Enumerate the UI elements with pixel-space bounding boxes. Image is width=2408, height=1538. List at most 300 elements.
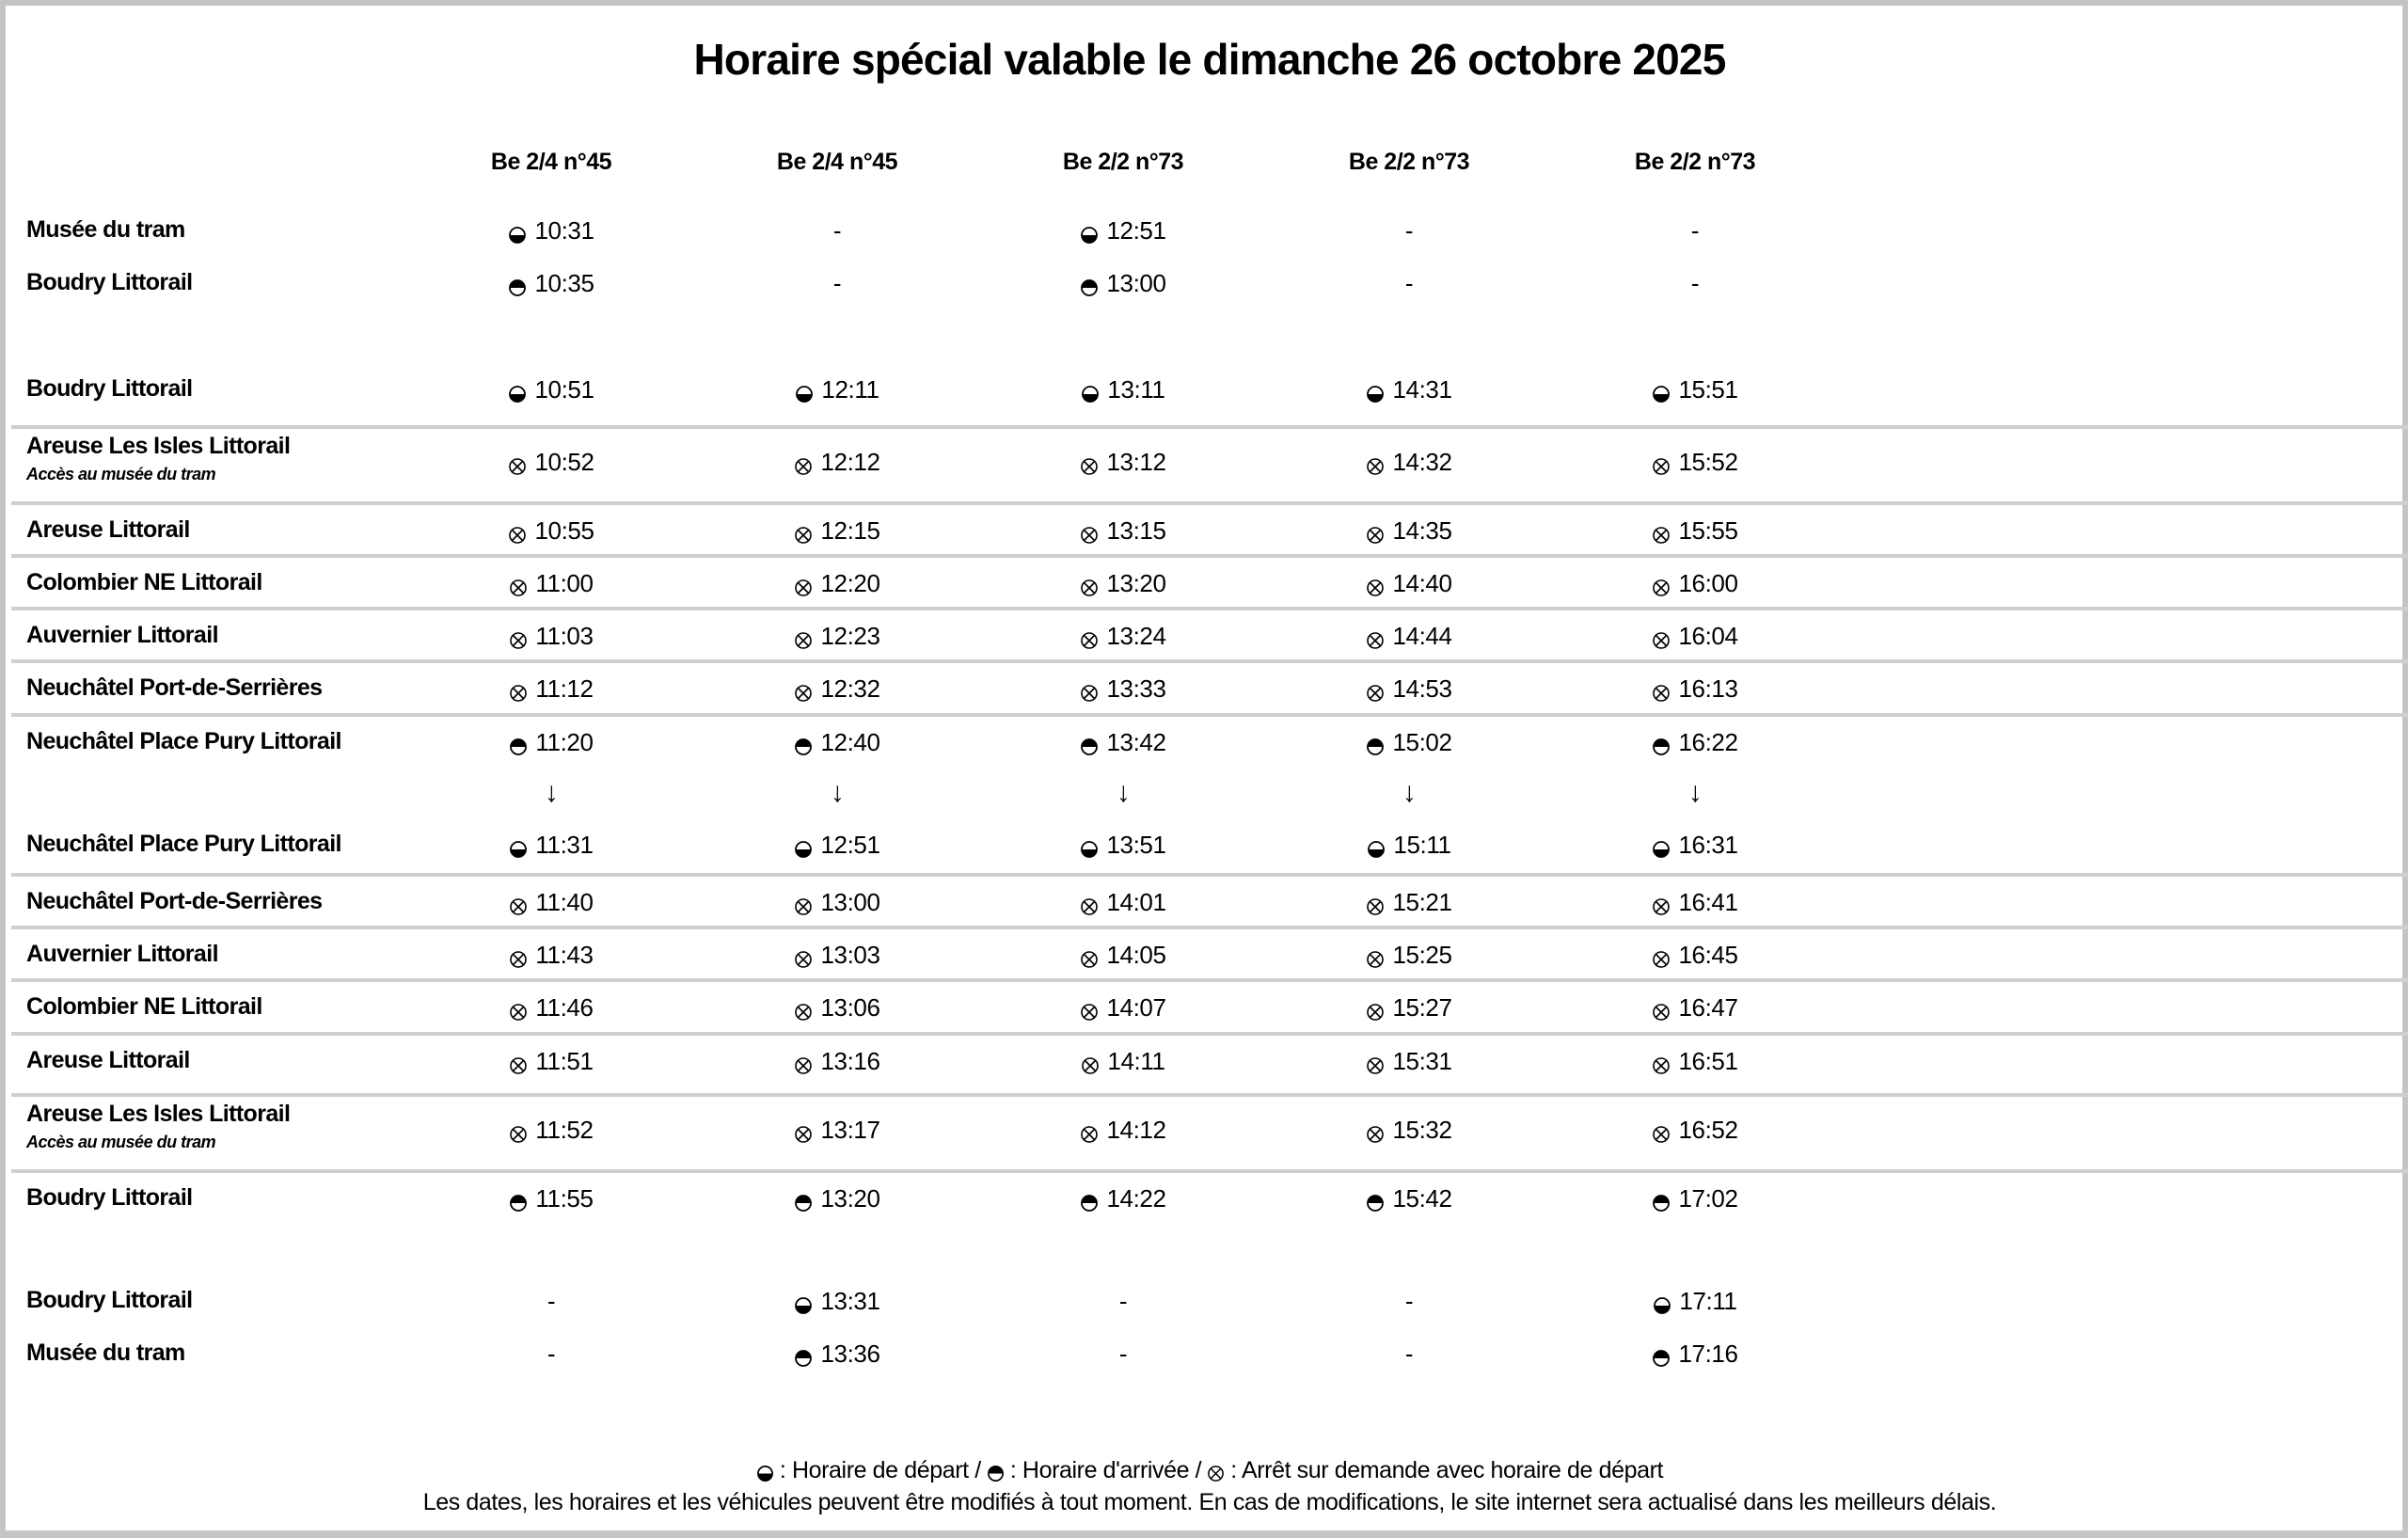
request-stop-icon (1366, 1053, 1385, 1071)
time-cell (1573, 375, 1817, 404)
time-cell (1287, 269, 1531, 298)
time-cell (1001, 1184, 1245, 1213)
request-stop-icon (1080, 894, 1099, 912)
time-value: 10:55 (534, 516, 594, 545)
stop-name: Boudry Littorail (26, 375, 193, 402)
time-cell (715, 674, 959, 704)
time-cell (715, 1287, 959, 1316)
arrival-icon (1080, 1190, 1099, 1209)
table-row (11, 1276, 2408, 1328)
time-cell (1573, 1184, 1817, 1213)
time-cell (1573, 831, 1817, 860)
time-value: - (1404, 216, 1414, 245)
arrow-down-icon: ↓ (1687, 777, 1703, 808)
table-row (11, 501, 2408, 558)
stop-name: Boudry Littorail (26, 1184, 193, 1211)
time-cell (715, 448, 959, 477)
time-value: 17:16 (1678, 1340, 1738, 1368)
time-value: 16:31 (1678, 831, 1738, 859)
request-stop-icon (794, 1121, 813, 1140)
continue-arrow (1573, 777, 1817, 809)
table-row (11, 258, 2408, 310)
time-value: 14:44 (1392, 622, 1452, 650)
stop-name: Boudry Littorail (26, 269, 193, 295)
time-value: 14:11 (1107, 1047, 1165, 1075)
time-cell (1001, 448, 1245, 477)
table-row (11, 607, 2408, 663)
arrival-icon (1080, 734, 1099, 753)
departure-icon (1080, 836, 1099, 855)
time-value: 13:20 (820, 1184, 880, 1213)
time-cell (1001, 622, 1245, 651)
request-stop-icon (794, 627, 813, 646)
time-cell (1001, 941, 1245, 970)
time-cell (429, 831, 673, 860)
departure-icon (509, 836, 528, 855)
time-cell (1287, 1116, 1531, 1145)
arrival-icon (1366, 1190, 1385, 1209)
request-stop-icon (1366, 680, 1385, 699)
request-stop-icon (509, 1053, 528, 1071)
time-value: 10:51 (534, 375, 594, 404)
time-value: 15:11 (1393, 831, 1451, 859)
time-value: 11:46 (535, 993, 594, 1022)
request-stop-icon (1080, 1121, 1099, 1140)
time-cell (429, 1116, 673, 1145)
time-value: 15:02 (1392, 728, 1452, 756)
departure-icon (1652, 836, 1671, 855)
arrow-down-icon: ↓ (830, 777, 845, 808)
request-stop-icon (1652, 999, 1671, 1018)
arrival-icon (509, 734, 528, 753)
time-value: 13:20 (1106, 569, 1166, 597)
table-row (11, 1328, 2408, 1381)
request-stop-icon (1652, 1121, 1671, 1140)
request-stop-icon (509, 999, 528, 1018)
time-cell (1573, 993, 1817, 1023)
time-cell (1287, 622, 1531, 651)
departure-icon (1367, 836, 1386, 855)
time-value: 14:40 (1392, 569, 1452, 597)
arrival-icon (987, 1462, 1005, 1480)
time-value: - (1118, 1340, 1128, 1368)
time-value: 11:20 (535, 728, 594, 756)
stop-name: Neuchâtel Place Pury Littorail (26, 728, 341, 754)
time-cell (715, 1340, 959, 1369)
request-stop-icon (1366, 894, 1385, 912)
time-cell (1287, 216, 1531, 246)
departure-icon (756, 1462, 774, 1480)
time-cell (715, 888, 959, 917)
time-value: 13:16 (820, 1047, 880, 1075)
legend-departure-label: : Horaire de départ / (779, 1457, 981, 1483)
time-cell (1001, 1047, 1245, 1076)
time-value: 14:05 (1106, 941, 1166, 969)
request-stop-icon (1080, 453, 1099, 472)
table-row (11, 926, 2408, 982)
arrival-icon (1080, 275, 1099, 293)
time-value: 13:17 (820, 1116, 880, 1144)
time-value: 15:31 (1392, 1047, 1452, 1075)
time-value: 16:41 (1678, 888, 1738, 916)
time-value: 11:51 (535, 1047, 594, 1075)
departure-icon (1653, 1292, 1671, 1311)
request-stop-icon (509, 894, 528, 912)
time-value: 15:51 (1678, 375, 1738, 404)
time-cell (429, 516, 673, 546)
time-value: 13:15 (1106, 516, 1166, 545)
time-value: 15:52 (1678, 448, 1738, 476)
request-stop-icon (1366, 999, 1385, 1018)
request-stop-icon (1080, 680, 1099, 699)
time-value: 17:11 (1679, 1287, 1737, 1315)
time-cell (715, 1116, 959, 1145)
time-cell (1573, 448, 1817, 477)
time-value: 14:07 (1106, 993, 1166, 1022)
time-cell (715, 269, 959, 298)
table-row (11, 1032, 2408, 1088)
disclaimer-text: Les dates, les horaires et les véhicules peuvent être modifiés à tout moment. En cas de modifications, le site internet sera actualisé dans les meilleurs délais. (422, 1489, 1997, 1515)
time-cell (1287, 1184, 1531, 1213)
time-cell (1001, 674, 1245, 704)
request-stop-icon (508, 453, 527, 472)
time-cell (429, 941, 673, 970)
arrival-icon (794, 734, 813, 753)
time-value: 11:12 (535, 674, 594, 703)
time-cell (715, 1047, 959, 1076)
time-cell (715, 941, 959, 970)
table-row (11, 554, 2408, 610)
departure-icon (508, 381, 527, 400)
departure-icon (794, 836, 813, 855)
time-value: - (1404, 1340, 1414, 1368)
departure-icon (1080, 222, 1099, 241)
time-cell (1001, 1340, 1245, 1369)
request-stop-icon (1080, 627, 1099, 646)
time-cell (1573, 216, 1817, 246)
time-value: 11:40 (535, 888, 594, 916)
time-value: 13:31 (820, 1287, 880, 1315)
time-value: 16:13 (1678, 674, 1738, 703)
time-cell (1001, 1116, 1245, 1145)
time-cell (1573, 269, 1817, 298)
time-value: 13:12 (1106, 448, 1166, 476)
time-cell (1573, 622, 1817, 651)
request-stop-icon (1652, 946, 1671, 965)
stop-name: Musée du tram (26, 1340, 185, 1366)
stop-name: Neuchâtel Port-de-Serrières (26, 674, 323, 701)
arrival-icon (1652, 1190, 1671, 1209)
time-cell (429, 1184, 673, 1213)
time-value: 15:21 (1392, 888, 1452, 916)
time-cell (429, 622, 673, 651)
departure-icon (1652, 381, 1671, 400)
stop-name: Areuse Littorail (26, 1047, 190, 1073)
time-value: 15:27 (1392, 993, 1452, 1022)
departure-icon (508, 222, 527, 241)
stop-note: Accès au musée du tram (26, 1133, 216, 1151)
arrow-down-icon: ↓ (1116, 777, 1131, 808)
time-value: 16:22 (1678, 728, 1738, 756)
request-stop-icon (509, 946, 528, 965)
stop-name: Colombier NE Littorail (26, 993, 262, 1020)
stop-name: Areuse Les Isles Littorail (26, 433, 291, 459)
time-cell (429, 674, 673, 704)
time-value: 14:53 (1392, 674, 1452, 703)
time-cell (1001, 831, 1245, 860)
time-cell (1287, 993, 1531, 1023)
departure-icon (1081, 381, 1100, 400)
time-value: 12:51 (1106, 216, 1166, 245)
time-value: 14:31 (1392, 375, 1452, 404)
request-stop-icon (1652, 680, 1671, 699)
time-value: 11:55 (535, 1184, 594, 1213)
time-value: - (1690, 216, 1700, 245)
time-cell (1001, 516, 1245, 546)
request-stop-icon (794, 1053, 813, 1071)
time-cell (1573, 941, 1817, 970)
time-value: - (1118, 1287, 1128, 1315)
time-value: 13:24 (1106, 622, 1166, 650)
time-value: 15:25 (1392, 941, 1452, 969)
time-value: 12:15 (820, 516, 880, 545)
table-row (11, 364, 2408, 417)
time-value: 11:43 (535, 941, 594, 969)
time-value: 13:00 (820, 888, 880, 916)
arrival-icon (508, 275, 527, 293)
continue-arrow (429, 777, 673, 809)
table-row (11, 1093, 2408, 1165)
time-value: 13:33 (1106, 674, 1166, 703)
time-cell (429, 269, 673, 298)
request-stop-icon (1080, 946, 1099, 965)
time-cell (1001, 1287, 1245, 1316)
stop-name: Colombier NE Littorail (26, 569, 262, 595)
time-cell (1573, 1287, 1817, 1316)
time-cell (429, 569, 673, 598)
time-cell (1573, 1047, 1817, 1076)
arrow-down-icon: ↓ (544, 777, 559, 808)
request-stop-icon (794, 999, 813, 1018)
request-stop-icon (1652, 894, 1671, 912)
time-cell (1287, 674, 1531, 704)
time-cell (1287, 1047, 1531, 1076)
time-cell (715, 216, 959, 246)
arrow-down-icon: ↓ (1402, 777, 1417, 808)
continue-arrow (715, 777, 959, 809)
legend-request-label: : Arrêt sur demande avec horaire de départ (1230, 1457, 1664, 1483)
time-cell (715, 993, 959, 1023)
time-value: 13:03 (820, 941, 880, 969)
time-cell (1573, 674, 1817, 704)
time-cell (1573, 888, 1817, 917)
time-value: 15:32 (1392, 1116, 1452, 1144)
request-stop-icon (794, 680, 813, 699)
time-value: 12:12 (820, 448, 880, 476)
stop-name: Musée du tram (26, 216, 185, 243)
legend (6, 1457, 2408, 1484)
table-row (11, 659, 2408, 716)
time-cell (715, 622, 959, 651)
request-stop-icon (1366, 453, 1385, 472)
departure-icon (794, 1292, 813, 1311)
time-value: - (832, 216, 842, 245)
stop-name: Areuse Littorail (26, 516, 190, 543)
request-stop-icon (794, 575, 813, 594)
time-cell (1573, 569, 1817, 598)
time-value: 13:11 (1107, 375, 1165, 404)
time-cell (715, 1184, 959, 1213)
arrival-icon (794, 1190, 813, 1209)
time-cell (715, 516, 959, 546)
request-stop-icon (1080, 575, 1099, 594)
request-stop-icon (1366, 575, 1385, 594)
stop-note: Accès au musée du tram (26, 465, 216, 484)
time-value: 13:36 (820, 1340, 880, 1368)
request-stop-icon (1366, 522, 1385, 541)
time-value: 14:22 (1106, 1184, 1166, 1213)
time-value: 12:40 (820, 728, 880, 756)
time-cell (1573, 728, 1817, 757)
time-cell (1287, 448, 1531, 477)
time-value: 16:47 (1678, 993, 1738, 1022)
table-row (11, 978, 2408, 1035)
table-row (11, 819, 2408, 872)
time-value: 14:32 (1392, 448, 1452, 476)
table-row (11, 425, 2408, 498)
time-cell (1001, 375, 1245, 404)
time-cell (1287, 888, 1531, 917)
column-headers (6, 149, 2408, 186)
time-cell (429, 888, 673, 917)
time-cell (429, 728, 673, 757)
arrival-icon (794, 1345, 813, 1364)
column-header: Be 2/2 n°73 (1348, 149, 1470, 175)
time-value: 12:20 (820, 569, 880, 597)
request-stop-icon (1080, 999, 1099, 1018)
stop-name: Areuse Les Isles Littorail (26, 1101, 291, 1127)
time-cell (1573, 1116, 1817, 1145)
time-cell (1287, 831, 1531, 860)
time-cell (715, 569, 959, 598)
column-header: Be 2/2 n°73 (1062, 149, 1184, 175)
time-cell (1001, 569, 1245, 598)
arrival-icon (1366, 734, 1385, 753)
time-cell (1573, 516, 1817, 546)
time-cell (1001, 993, 1245, 1023)
request-stop-icon (1207, 1462, 1225, 1480)
time-value: 16:45 (1678, 941, 1738, 969)
time-value: 10:52 (534, 448, 594, 476)
time-value: 10:35 (534, 269, 594, 297)
table-row (11, 873, 2408, 929)
time-value: 16:52 (1678, 1116, 1738, 1144)
time-value: - (1404, 1287, 1414, 1315)
time-cell (429, 1287, 673, 1316)
time-cell (1287, 375, 1531, 404)
time-value: 16:00 (1678, 569, 1738, 597)
time-cell (1001, 269, 1245, 298)
time-cell (1287, 569, 1531, 598)
time-value: - (547, 1340, 556, 1368)
time-cell (429, 1340, 673, 1369)
time-value: 12:32 (820, 674, 880, 703)
time-cell (715, 831, 959, 860)
request-stop-icon (1652, 1053, 1671, 1071)
request-stop-icon (1652, 627, 1671, 646)
time-cell (1573, 1340, 1817, 1369)
request-stop-icon (1081, 1053, 1100, 1071)
stop-name: Boudry Littorail (26, 1287, 193, 1313)
request-stop-icon (1366, 946, 1385, 965)
time-value: 10:31 (534, 216, 594, 245)
arrival-icon (1652, 734, 1671, 753)
request-stop-icon (509, 1121, 528, 1140)
request-stop-icon (794, 453, 813, 472)
time-value: 13:42 (1106, 728, 1166, 756)
time-value: 15:55 (1678, 516, 1738, 545)
time-value: - (832, 269, 842, 297)
page-title: Horaire spécial valable le dimanche 26 octobre 2025 (693, 35, 1726, 84)
request-stop-icon (1080, 522, 1099, 541)
time-value: 16:04 (1678, 622, 1738, 650)
request-stop-icon (1366, 627, 1385, 646)
request-stop-icon (1652, 575, 1671, 594)
column-header: Be 2/4 n°45 (776, 149, 898, 175)
time-cell (1001, 888, 1245, 917)
time-value: 12:51 (820, 831, 880, 859)
time-value: - (547, 1287, 556, 1315)
time-cell (1287, 1340, 1531, 1369)
time-value: 15:42 (1392, 1184, 1452, 1213)
time-cell (429, 375, 673, 404)
time-value: - (1690, 269, 1700, 297)
time-value: 11:03 (535, 622, 594, 650)
time-cell (1287, 728, 1531, 757)
time-cell (715, 375, 959, 404)
time-cell (429, 448, 673, 477)
arrival-icon (1652, 1345, 1671, 1364)
time-value: - (1404, 269, 1414, 297)
request-stop-icon (509, 575, 528, 594)
time-value: 17:02 (1678, 1184, 1738, 1213)
request-stop-icon (1652, 522, 1671, 541)
time-value: 11:31 (535, 831, 594, 859)
time-value: 14:12 (1106, 1116, 1166, 1144)
request-stop-icon (509, 627, 528, 646)
request-stop-icon (1366, 1121, 1385, 1140)
continue-arrow (1001, 777, 1245, 809)
table-row (11, 205, 2408, 258)
time-value: 12:23 (820, 622, 880, 650)
time-value: 12:11 (821, 375, 879, 404)
time-cell (429, 993, 673, 1023)
transfer-row (11, 766, 2408, 818)
table-row (11, 713, 2408, 769)
request-stop-icon (794, 894, 813, 912)
arrival-icon (509, 1190, 528, 1209)
stop-name: Auvernier Littorail (26, 941, 218, 967)
time-value: 13:00 (1106, 269, 1166, 297)
departure-icon (1366, 381, 1385, 400)
time-value: 11:52 (535, 1116, 594, 1144)
time-cell (1001, 728, 1245, 757)
departure-icon (795, 381, 814, 400)
column-header: Be 2/4 n°45 (490, 149, 612, 175)
time-cell (715, 728, 959, 757)
continue-arrow (1287, 777, 1531, 809)
request-stop-icon (794, 946, 813, 965)
